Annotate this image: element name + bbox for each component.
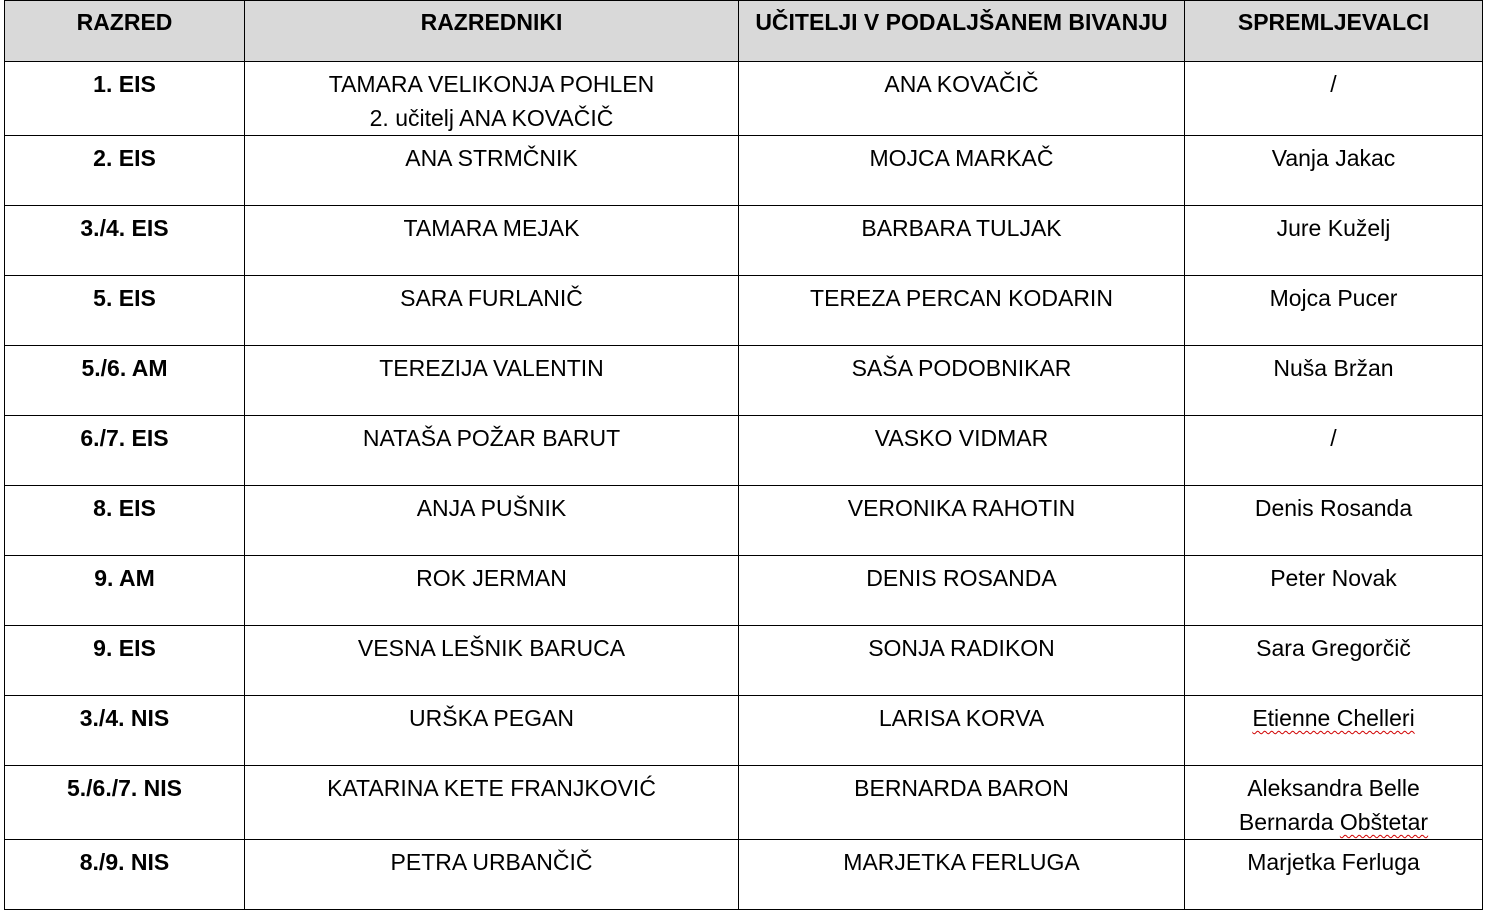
ucitelj-cell: SONJA RADIKON	[739, 626, 1185, 696]
spremljevalec-line: Bernarda Obštetar	[1238, 809, 1429, 835]
spremljevalci-cell	[1185, 206, 1483, 276]
ucitelj-cell: VASKO VIDMAR	[739, 416, 1185, 486]
table-row	[5, 416, 1483, 486]
spremljevalci-cell	[1185, 276, 1483, 346]
razrednik-cell	[245, 206, 739, 276]
razred-cell: 9. EIS	[5, 626, 245, 696]
razrednik-line: ANA STRMČNIK	[405, 145, 578, 171]
razrednik-line: 2. učitelj ANA KOVAČIČ	[369, 105, 614, 131]
ucitelj-cell: BERNARDA BARON	[739, 766, 1185, 840]
spremljevalec-line: Nuša Bržan	[1273, 355, 1394, 381]
spremljevalci-cell	[1185, 766, 1483, 840]
razred-cell: 5./6./7. NIS	[5, 766, 245, 840]
spremljevalci-cell	[1185, 346, 1483, 416]
razrednik-cell	[245, 766, 739, 840]
razrednik-line: PETRA URBANČIČ	[390, 849, 593, 875]
ucitelj-cell: LARISA KORVA	[739, 696, 1185, 766]
razrednik-cell	[245, 416, 739, 486]
razred-cell: 1. EIS	[5, 62, 245, 136]
table-row	[5, 840, 1483, 910]
spremljevalec-line: /	[1330, 71, 1337, 97]
razrednik-cell	[245, 276, 739, 346]
table-row	[5, 276, 1483, 346]
razrednik-cell	[245, 486, 739, 556]
table-row	[5, 136, 1483, 206]
spremljevalci-cell	[1185, 696, 1483, 766]
header-razred: RAZRED	[5, 1, 245, 62]
razred-cell: 3./4. NIS	[5, 696, 245, 766]
ucitelj-cell: MARJETKA FERLUGA	[739, 840, 1185, 910]
spremljevalec-line: Marjetka Ferluga	[1247, 849, 1420, 875]
spremljevalec-line: Peter Novak	[1270, 565, 1397, 591]
razred-cell: 2. EIS	[5, 136, 245, 206]
razrednik-line: ROK JERMAN	[416, 565, 567, 591]
ucitelj-cell: VERONIKA RAHOTIN	[739, 486, 1185, 556]
header-razredniki: RAZREDNIKI	[245, 1, 739, 62]
razrednik-cell	[245, 840, 739, 910]
spremljevalec-line: Vanja Jakac	[1271, 145, 1396, 171]
razrednik-cell	[245, 136, 739, 206]
ucitelj-cell: SAŠA PODOBNIKAR	[739, 346, 1185, 416]
spremljevalci-cell	[1185, 840, 1483, 910]
table-row	[5, 626, 1483, 696]
table-row	[5, 696, 1483, 766]
table-row	[5, 346, 1483, 416]
ucitelj-cell: TEREZA PERCAN KODARIN	[739, 276, 1185, 346]
table-row	[5, 486, 1483, 556]
spremljevalec-line	[1189, 701, 1478, 735]
spremljevalci-cell	[1185, 486, 1483, 556]
table-row	[5, 206, 1483, 276]
razrednik-cell	[245, 626, 739, 696]
spremljevalci-cell	[1185, 556, 1483, 626]
ucitelj-cell: MOJCA MARKAČ	[739, 136, 1185, 206]
razrednik-cell	[245, 556, 739, 626]
razrednik-line: KATARINA KETE FRANJKOVIĆ	[327, 775, 656, 801]
razrednik-line: ANJA PUŠNIK	[416, 495, 567, 521]
ucitelj-cell: BARBARA TULJAK	[739, 206, 1185, 276]
table-row	[5, 556, 1483, 626]
spremljevalci-cell	[1185, 416, 1483, 486]
table-row	[5, 766, 1483, 840]
razred-cell: 8./9. NIS	[5, 840, 245, 910]
razred-cell: 6./7. EIS	[5, 416, 245, 486]
ucitelj-cell: ANA KOVAČIČ	[739, 62, 1185, 136]
spremljevalec-line: /	[1330, 425, 1337, 451]
razrednik-cell	[245, 62, 739, 136]
table-body	[5, 62, 1483, 910]
razred-cell: 5./6. AM	[5, 346, 245, 416]
razred-cell: 3./4. EIS	[5, 206, 245, 276]
razrednik-line: TAMARA VELIKONJA POHLEN	[328, 71, 655, 97]
razred-cell: 5. EIS	[5, 276, 245, 346]
razrednik-cell	[245, 346, 739, 416]
spellcheck-flag: Etienne Chelleri	[1252, 705, 1415, 731]
header-row	[5, 1, 1483, 62]
spremljevalec-line: Aleksandra Belle	[1247, 775, 1420, 801]
razrednik-line: NATAŠA POŽAR BARUT	[362, 425, 621, 451]
spremljevalci-cell	[1185, 136, 1483, 206]
table-row	[5, 62, 1483, 136]
class-staff-table	[4, 0, 1483, 910]
header-ucitelji-podaljsano-bivanje: UČITELJI V PODALJŠANEM BIVANJU	[739, 1, 1185, 62]
spremljevalec-line: Denis Rosanda	[1254, 495, 1413, 521]
header-spremljevalci: SPREMLJEVALCI	[1185, 1, 1483, 62]
razred-cell: 9. AM	[5, 556, 245, 626]
spremljevalci-cell	[1185, 62, 1483, 136]
razred-cell: 8. EIS	[5, 486, 245, 556]
razrednik-line: SARA FURLANIČ	[400, 285, 583, 311]
razrednik-cell	[245, 696, 739, 766]
razrednik-line: URŠKA PEGAN	[409, 705, 574, 731]
razrednik-line: TEREZIJA VALENTIN	[379, 355, 604, 381]
spremljevalec-line: Mojca Pucer	[1269, 285, 1398, 311]
razrednik-line: TAMARA MEJAK	[403, 215, 580, 241]
spremljevalci-cell	[1185, 626, 1483, 696]
spellcheck-flag: Obštetar	[1339, 809, 1429, 835]
ucitelj-cell: DENIS ROSANDA	[739, 556, 1185, 626]
spremljevalec-line: Jure Kuželj	[1276, 215, 1391, 241]
spremljevalec-line: Sara Gregorčič	[1256, 635, 1411, 661]
razrednik-line: VESNA LEŠNIK BARUCA	[357, 635, 626, 661]
